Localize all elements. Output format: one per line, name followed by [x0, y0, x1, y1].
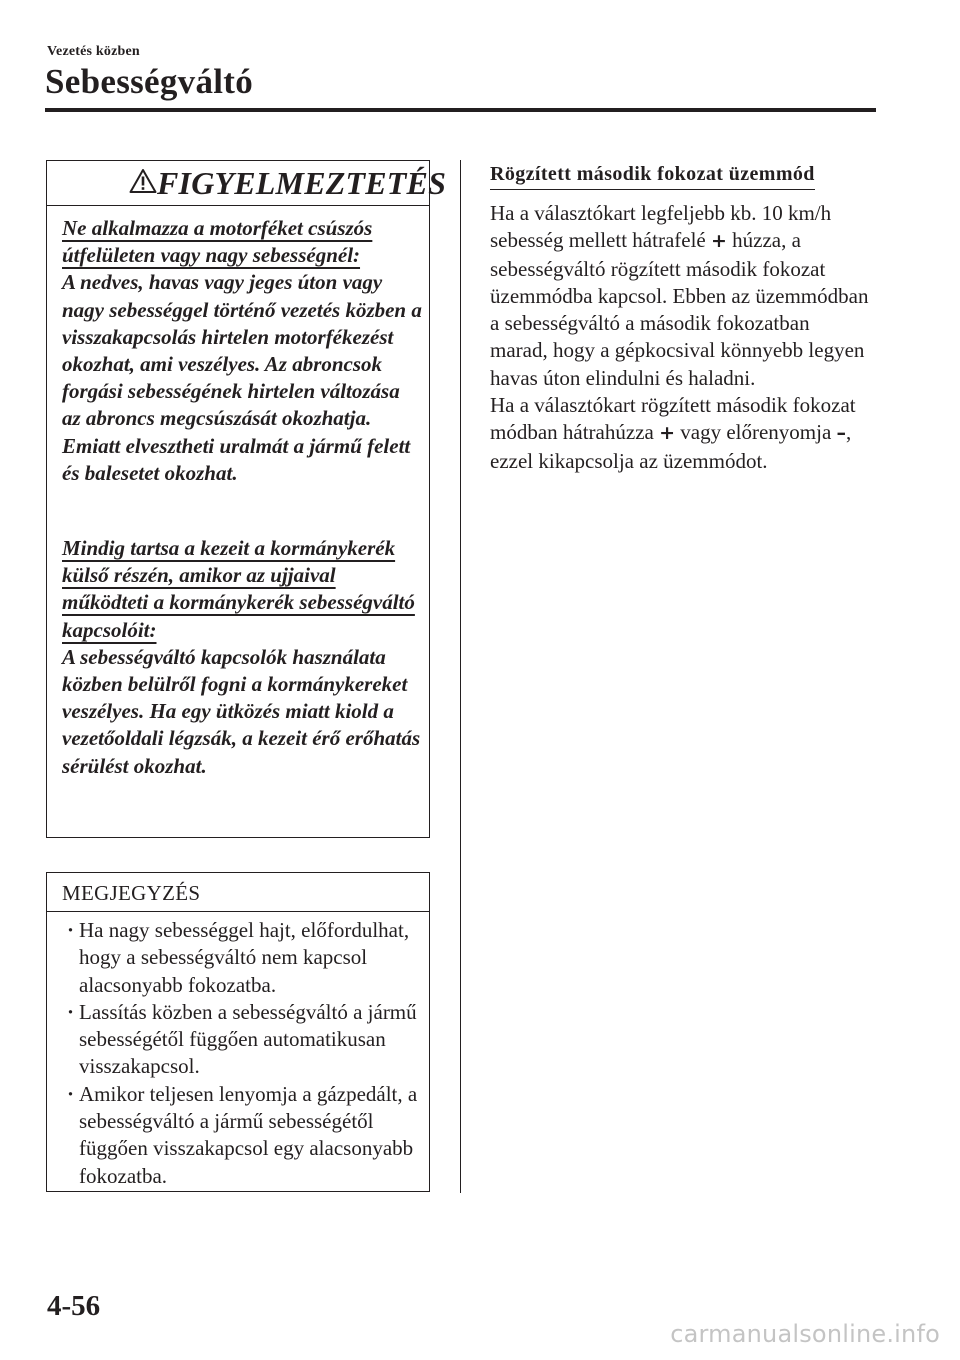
- bullet: ·: [67, 1081, 75, 1106]
- page-title: Sebességváltó: [45, 62, 254, 101]
- plus-icon: +: [659, 422, 676, 445]
- warning-paragraph-2: [62, 535, 422, 780]
- minus-icon: –: [836, 422, 847, 445]
- column-divider: [460, 160, 461, 1193]
- list-item: · Amikor teljesen lenyomja a gázpedált, a sebességváltó a jármű sebességétől függően visszakapcsol egy alacsonyabb fokozatba.: [67, 1081, 418, 1188]
- list-item: · Ha nagy sebességgel hajt, előfordulhat, hogy a sebességváltó nem kapcsol alacsonyabb fokozatba.: [67, 918, 410, 997]
- note-header: [47, 873, 429, 912]
- warning-triangle-icon: [129, 168, 157, 194]
- bullet: ·: [67, 918, 75, 942]
- bullet: ·: [67, 999, 75, 1024]
- body-text: Ha a választókart legfeljebb kb. 10 km/h sebesség mellett hátrafelé + húzza, a sebességváltó rögzített második fokozat üzemmódba kapcsol. Ebben az üzemmódban a sebességváltó a második fokozatban marad, hogy a gépkocsival könnyebb legyen havas úton elindulni és haladni. Ha a választókart rögzített második fokozat módban hátrahúzza + vagy előrenyomja –, ezzel kikapcsolja az üzemmódot.: [490, 201, 869, 473]
- warning-box: [46, 160, 447, 838]
- section-label: Vezetés közben: [47, 44, 140, 59]
- list-item: · Lassítás közben a sebességváltó a jármű sebességétől függően automatikusan visszakapcsol.: [67, 999, 417, 1079]
- warning-heading-2: Mindig tartsa a kezeit a kormánykerék külső részén, amikor az ujjaival működteti a kormánykerék sebességváltó kapcsolóit:: [62, 536, 415, 642]
- warning-paragraph-1: [62, 215, 422, 487]
- watermark: carmanualsonline.info: [670, 1320, 940, 1348]
- warning-body-2: A sebességváltó kapcsolók használata közben belülről fogni a kormánykereket veszélyes. Ha egy ütközés miatt kiold a vezetőoldali légzsák, a kezeit érő erőhatás sérülést okozhat.: [62, 644, 421, 778]
- warning-heading-1: Ne alkalmazza a motorféket csúszós útfelületen vagy nagy sebességnél:: [62, 216, 373, 268]
- header-rule: [45, 108, 876, 112]
- warning-title: FIGYELMEZTETÉS: [157, 165, 447, 201]
- section-heading: Rögzített második fokozat üzemmód: [490, 160, 815, 190]
- warning-header: [47, 161, 447, 206]
- page-number: 4-56: [47, 1290, 101, 1322]
- note-list: [47, 917, 427, 1190]
- plus-icon: +: [710, 230, 727, 253]
- note-box: [46, 872, 430, 1192]
- note-title: MEGJEGYZÉS: [62, 881, 201, 905]
- warning-body-1: A nedves, havas vagy jeges úton vagy nagy sebességgel történő vezetés közben a visszakapcsolás hirtelen motorfékezést okozhat, ami veszélyes. Az abroncsok forgási sebességének hirtelen változása az abroncs megcsúszását okozhatja. Emiatt elvesztheti uralmát a jármű felett és balesetet okozhat.: [62, 270, 422, 485]
